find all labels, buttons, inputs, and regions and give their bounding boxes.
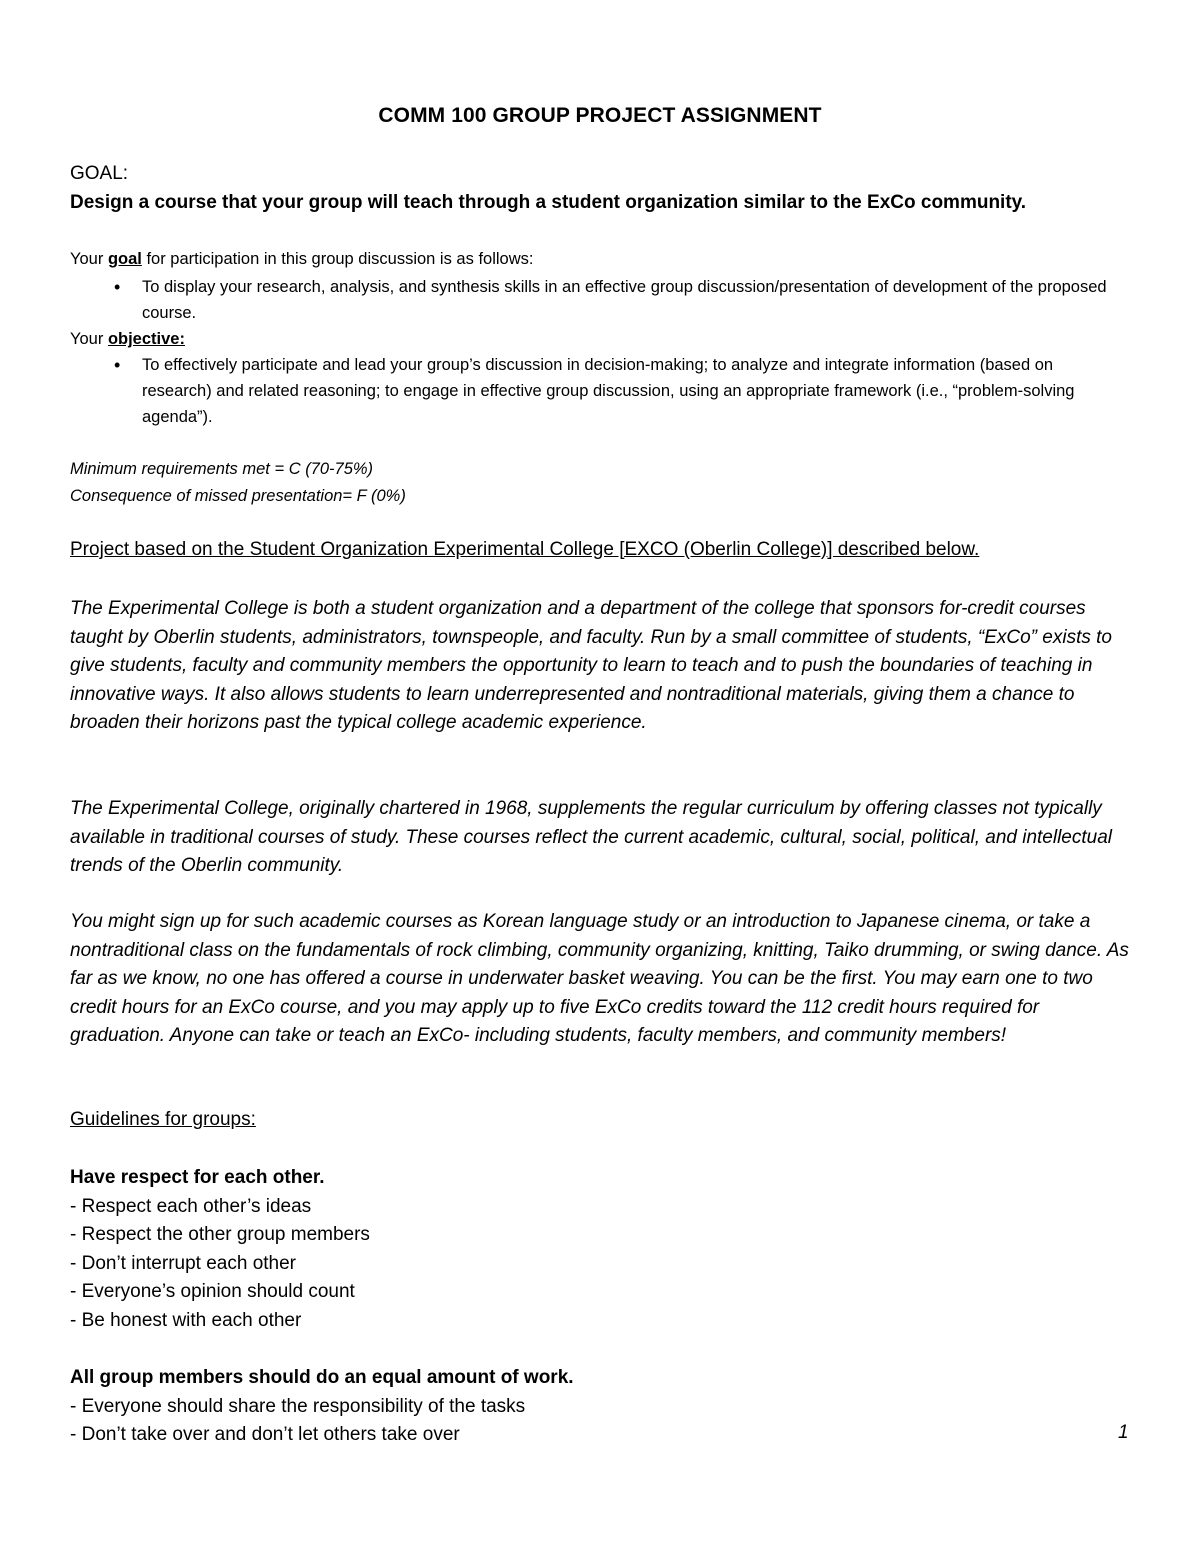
list-item: - Respect each other’s ideas bbox=[70, 1195, 312, 1217]
goal-intro: Your goal for participation in this group discussion is as follows: bbox=[70, 250, 534, 268]
work-section bbox=[70, 1364, 574, 1450]
document-title: COMM 100 GROUP PROJECT ASSIGNMENT bbox=[378, 104, 822, 127]
list-item: - Don’t take over and don’t let others take over bbox=[70, 1424, 460, 1446]
project-heading: Project based on the Student Organization Experimental College [EXCO (Oberlin College)] described below. bbox=[70, 539, 980, 560]
guidelines-heading: Guidelines for groups: bbox=[70, 1109, 256, 1130]
goal-bullet: • To display your research, analysis, and synthesis skills in an effective group discussion/presentation of development of the proposed course. bbox=[70, 274, 1130, 328]
grading-minimum: Minimum requirements met = C (70-75%) bbox=[70, 460, 374, 478]
objective-intro: Your objective: bbox=[70, 330, 185, 348]
objective-bullet: • To effectively participate and lead your group’s discussion in decision-making; to analyze and integrate information (based on research) and related reasoning; to engage in effective group discussion, using an appropriate framework (i.e., “problem-solving agenda”). bbox=[70, 352, 1130, 432]
list-item: - Don’t interrupt each other bbox=[70, 1252, 297, 1274]
goal-label: GOAL: bbox=[70, 163, 129, 184]
list-item: - Everyone’s opinion should count bbox=[70, 1281, 355, 1303]
bullet-icon: • bbox=[114, 355, 121, 375]
bullet-icon: • bbox=[114, 277, 121, 297]
list-item: - Everyone should share the responsibility of the tasks bbox=[70, 1395, 526, 1417]
work-heading: All group members should do an equal amount of work. bbox=[70, 1367, 574, 1388]
paragraph-2: The Experimental College, originally chartered in 1968, supplements the regular curriculum by offering classes not typically available in traditional courses of study. These courses reflect the current academic, cultural, social, political, and intellectual trends of the Oberlin community. bbox=[70, 798, 1113, 877]
grading-missed: Consequence of missed presentation= F (0%) bbox=[70, 487, 406, 505]
paragraph-1: The Experimental College is both a student organization and a department of the college that sponsors for-credit courses taught by Oberlin students, administrators, townspeople, and faculty. Run by a small committee of students, “ExCo” exists to give students, faculty and community members the opportunity to learn to teach and to push the boundaries of teaching in innovative ways. It also allows students to learn underrepresented and nontraditional materials, giving them a chance to broaden their horizons past the typical college academic experience. bbox=[70, 598, 1112, 734]
respect-section bbox=[70, 1164, 370, 1336]
list-item: - Be honest with each other bbox=[70, 1309, 302, 1331]
objective-word: objective: bbox=[107, 330, 185, 348]
list-item: - Respect the other group members bbox=[70, 1224, 370, 1246]
paragraph-3: You might sign up for such academic courses as Korean language study or an introduction to Japanese cinema, or take a nontraditional class on the fundamentals of rock climbing, community organizing, knitting, Taiko drumming, or swing dance. As far as we know, no one has offered a course in underwater basket weaving. You can be the first. You may earn one to two credit hours for an ExCo course, and you may apply up to five ExCo credits toward the 112 credit hours required for graduation. Anyone can take or teach an ExCo- including students, faculty members, and community members! bbox=[70, 911, 1129, 1047]
page-number: 1 bbox=[1118, 1422, 1129, 1443]
goal-word: goal bbox=[107, 250, 142, 268]
goal-statement: Design a course that your group will teach through a student organization similar to the ExCo community. bbox=[70, 192, 1027, 213]
respect-heading: Have respect for each other. bbox=[70, 1167, 325, 1188]
